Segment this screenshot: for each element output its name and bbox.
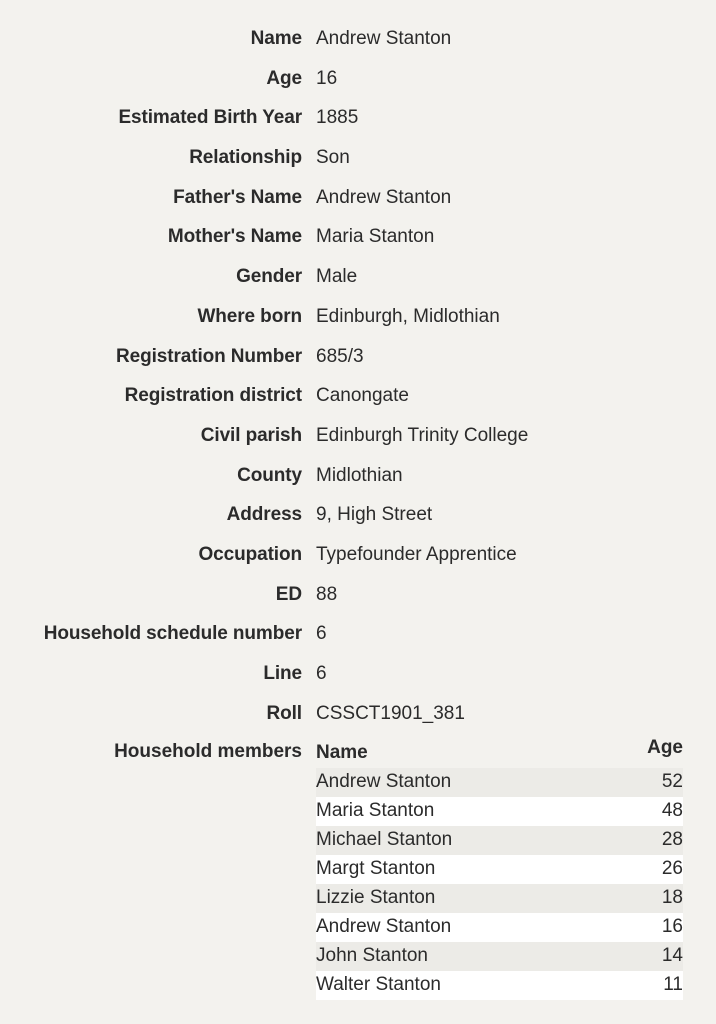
field-row-roll (0, 695, 716, 735)
field-value: Edinburgh Trinity College (316, 424, 529, 446)
member-age: 26 (661, 858, 683, 879)
field-row-ed (0, 576, 716, 616)
field-value: 16 (316, 67, 338, 89)
field-row-registration-number (0, 338, 716, 378)
field-label: Age (266, 67, 302, 89)
field-value: Edinburgh, Midlothian (316, 305, 500, 327)
field-row-age (0, 60, 716, 100)
field-row-father (0, 179, 716, 219)
member-age: 14 (661, 945, 683, 966)
field-value: 1885 (316, 107, 359, 129)
member-name: Andrew Stanton (316, 771, 452, 792)
field-label: Registration Number (115, 345, 302, 367)
member-age: 52 (661, 771, 683, 792)
field-label: Where born (197, 305, 302, 327)
field-label: Occupation (198, 543, 302, 565)
member-age: 48 (661, 800, 683, 821)
field-label: Father's Name (173, 186, 302, 208)
member-name: Michael Stanton (316, 829, 453, 850)
field-row-address (0, 496, 716, 536)
field-value: CSSCT1901_381 (316, 702, 465, 724)
field-label: Name (250, 28, 302, 49)
field-value: Maria Stanton (316, 226, 435, 248)
table-row (316, 884, 683, 913)
table-row (316, 855, 683, 884)
table-row (316, 768, 683, 797)
household-members-table (316, 736, 683, 1000)
table-row (316, 826, 683, 855)
field-value: 6 (316, 623, 327, 645)
field-row-birth-year (0, 99, 716, 139)
member-name: Maria Stanton (316, 800, 435, 821)
field-label: Estimated Birth Year (118, 107, 302, 129)
column-header-name: Name (316, 742, 368, 763)
member-name: Margt Stanton (316, 858, 436, 879)
table-header (316, 736, 683, 768)
field-value: Canongate (316, 385, 409, 407)
field-label: Relationship (189, 147, 302, 169)
field-label: Roll (266, 702, 302, 724)
record-details (0, 20, 716, 734)
member-age: 11 (663, 974, 683, 995)
field-value: Typefounder Apprentice (316, 543, 517, 565)
field-value: 6 (316, 663, 327, 684)
field-row-schedule-number (0, 615, 716, 655)
field-row-line (0, 655, 716, 695)
field-value: 88 (316, 583, 338, 605)
member-name: Andrew Stanton (316, 916, 452, 937)
field-value: Andrew Stanton (316, 186, 452, 208)
field-label: Civil parish (200, 424, 302, 446)
field-value: Andrew Stanton (316, 28, 452, 49)
field-row-name (0, 20, 716, 60)
field-value: Midlothian (316, 464, 403, 486)
member-age: 28 (661, 829, 683, 850)
field-label: Household schedule number (43, 623, 302, 645)
member-name: John Stanton (316, 945, 428, 966)
field-label: Address (226, 504, 302, 526)
field-row-registration-district (0, 377, 716, 417)
column-header-age: Age (647, 737, 683, 758)
field-row-county (0, 457, 716, 497)
field-row-occupation (0, 536, 716, 576)
field-value: 9, High Street (316, 504, 433, 526)
table-row (316, 913, 683, 942)
member-name: Lizzie Stanton (316, 887, 436, 908)
field-label: Mother's Name (167, 226, 302, 248)
member-name: Walter Stanton (316, 974, 441, 995)
field-row-civil-parish (0, 417, 716, 457)
field-row-where-born (0, 298, 716, 338)
member-age: 18 (661, 887, 683, 908)
field-label: Line (263, 663, 302, 684)
table-row (316, 797, 683, 826)
member-age: 16 (661, 916, 683, 937)
field-value: Male (316, 266, 358, 288)
field-label: Gender (236, 266, 302, 288)
field-value: Son (316, 147, 350, 169)
field-label: Registration district (124, 385, 302, 407)
field-label: County (237, 464, 302, 486)
field-value: 685/3 (316, 345, 364, 367)
field-row-gender (0, 258, 716, 298)
field-row-relationship (0, 139, 716, 179)
table-row (316, 942, 683, 971)
household-members-label: Household members (114, 741, 302, 762)
table-row (316, 971, 683, 1000)
field-label: ED (275, 583, 302, 605)
field-row-mother (0, 218, 716, 258)
